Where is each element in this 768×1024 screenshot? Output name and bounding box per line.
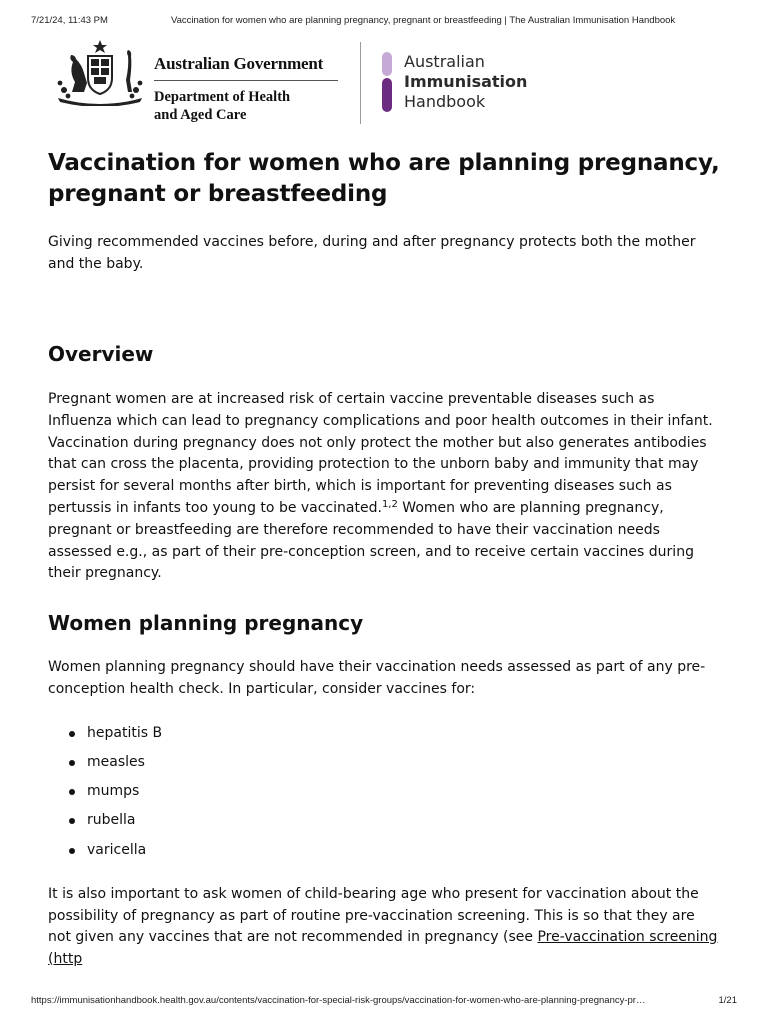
screening-text: It is also important to ask women of child-bearing age who present for vaccination about the possibility of pregnancy as part of routine pre-vaccination screening. This is so that they are not given any vaccines that are not recommended in pregnancy (see	[48, 885, 699, 946]
department-line-1: Department of Health	[154, 89, 291, 105]
print-url: https://immunisationhandbook.health.gov.au/contents/vaccination-for-special-risk-groups/vaccination-for-women-who-are-planning-pregnancy-pr…	[31, 995, 646, 1006]
handbook-logo-bar-light	[382, 52, 392, 76]
article	[48, 148, 720, 971]
print-header	[31, 15, 737, 26]
coat-of-arms-icon	[50, 38, 150, 106]
government-wordmark	[154, 54, 338, 124]
list-item: rubella	[48, 806, 720, 835]
print-page-title: Vaccination for women who are planning pregnancy, pregnant or breastfeeding | The Australian Immunisation Handbook	[171, 15, 676, 26]
print-footer	[31, 995, 737, 1006]
list-item: varicella	[48, 836, 720, 865]
overview-paragraph	[48, 389, 720, 585]
list-item: measles	[48, 748, 720, 777]
planning-paragraph: Women planning pregnancy should have their vaccination needs assessed as part of any pre-conception health check. In particular, consider vaccines for:	[48, 659, 706, 697]
planning-heading: Women planning pregnancy	[48, 611, 364, 636]
list-item: hepatitis B	[48, 719, 720, 748]
logo-divider	[360, 42, 361, 124]
overview-text-part-2: Women who are planning pregnancy, pregnant or breastfeeding are therefore recommended to have their vaccination needs assessed e.g., as part of their pre-conception screen, and to receive certain vaccines during their pregnancy.	[48, 499, 694, 582]
print-page-number: 1/21	[718, 995, 737, 1006]
vaccine-list	[48, 719, 720, 865]
handbook-logo-bar-dark	[382, 78, 392, 112]
print-datetime: 7/21/24, 11:43 PM	[31, 15, 108, 26]
overview-text-part-1: Pregnant women are at increased risk of certain vaccine preventable diseases such as Influenza which can lead to pregnancy complications and poor health outcomes in their infant. Vaccination during pregnancy does not only protect the mother but also generates antibodies that can cross the placenta, providing protection to the unborn baby and immunity that may persist for several months after birth, which is important for preventing diseases such as pertussis in infants too young to be vaccinated.	[48, 391, 713, 516]
pre-vaccination-screening-link[interactable]: Pre-vaccination screening (http	[48, 929, 718, 968]
reference-superscript[interactable]: 1,2	[381, 498, 398, 510]
intro-paragraph: Giving recommended vaccines before, during and after pregnancy protects both the mother and the baby.	[48, 234, 696, 272]
handbook-line-1: Australian	[404, 52, 485, 71]
page-title: Vaccination for women who are planning pregnancy, pregnant or breastfeeding	[48, 150, 720, 207]
government-name: Australian Government	[154, 54, 324, 73]
handbook-line-2: Immunisation	[404, 72, 528, 91]
handbook-logo-icon	[382, 52, 392, 112]
list-item: mumps	[48, 777, 720, 806]
wordmark-rule	[154, 80, 338, 81]
department-line-2: and Aged Care	[154, 107, 247, 123]
screening-paragraph	[48, 884, 720, 971]
overview-heading: Overview	[48, 342, 154, 366]
handbook-wordmark	[404, 52, 527, 112]
handbook-line-3: Handbook	[404, 92, 486, 111]
logo-bar	[50, 38, 570, 128]
